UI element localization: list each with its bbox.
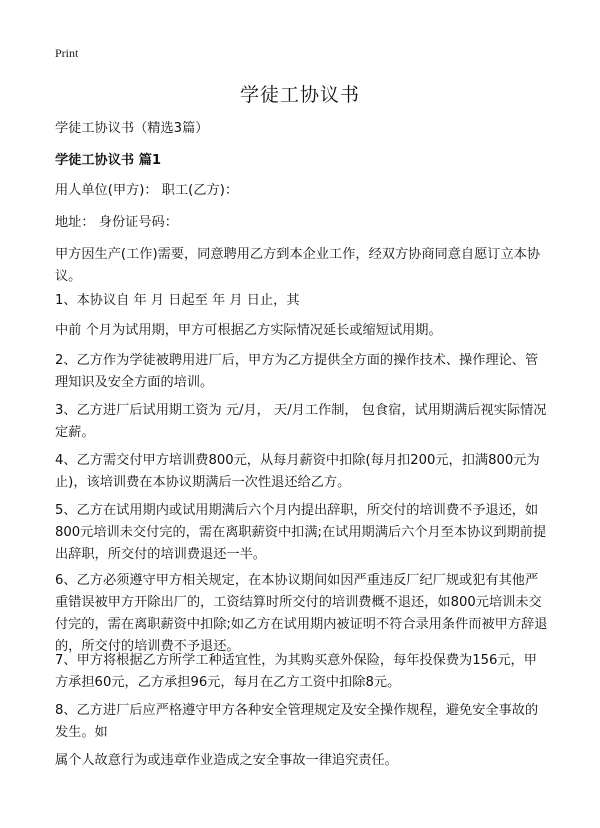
clause-3: 3、乙方进厂后试用期工资为 元/月， 天/月工作制， 包食宿，试用期满后视实际情况定薪。 (55, 403, 547, 440)
section-heading: 学徒工协议书 篇1 (55, 153, 162, 168)
clause-5: 5、乙方在试用期内或试用期满后六个月内提出辞职，所交付的培训费不予退还，如800元培训未交付完的，需在离职薪资中扣满;在试用期满后六个月至本协议到期前提出辞职，所交付的培训费退还一半。 (55, 503, 547, 562)
document-subtitle: 学徒工协议书（精选3篇） (55, 121, 209, 136)
address-line: 地址： 身份证号码： (55, 215, 178, 230)
clause-8-continued: 属个人故意行为或违章作业造成之安全事故一律追究责任。 (55, 753, 398, 768)
party-line: 用人单位(甲方)： 职工(乙方)： (55, 183, 239, 198)
clause-4: 4、乙方需交付甲方培训费800元，从每月薪资中扣除(每月扣200元，扣满800元为止)，该培训费在本协议期满后一次性退还给乙方。 (55, 453, 540, 490)
clause-1b: 中前 个月为试用期，甲方可根据乙方实际情况延长或缩短试用期。 (55, 323, 442, 338)
clause-2: 2、乙方作为学徒被聘用进厂后，甲方为乙方提供全方面的操作技术、操作理论、管理知识及安全方面的培训。 (55, 353, 539, 390)
document-title: 学徒工协议书 (239, 84, 360, 106)
print-label: Print (55, 46, 79, 60)
clause-8: 8、乙方进厂后应严格遵守甲方各种安全管理规定及安全操作规程，避免安全事故的发生。如 (55, 703, 539, 740)
clause-7: 7、甲方将根据乙方所学工种适宜性，为其购买意外保险，每年投保费为156元，甲方承担60元，乙方承担96元，每月在乙方工资中扣除8元。 (55, 653, 537, 690)
clause-1a: 1、本协议自 年 月 日起至 年 月 日止，其 (55, 293, 300, 308)
clause-6: 6、乙方必须遵守甲方相关规定，在本协议期间如因严重违反厂纪厂规或犯有其他严重错误被甲方开除出厂的，工资结算时所交付的培训费概不退还，如800元培训未交付完的，需在离职薪资中扣除;如乙方在试用期内被证明不符合录用条件而被甲方辞退的，所交付的培训费不予退还。 (55, 573, 548, 654)
intro-paragraph: 甲方因生产(工作)需要，同意聘用乙方到本企业工作，经双方协商同意自愿订立本协议。 (55, 247, 541, 284)
